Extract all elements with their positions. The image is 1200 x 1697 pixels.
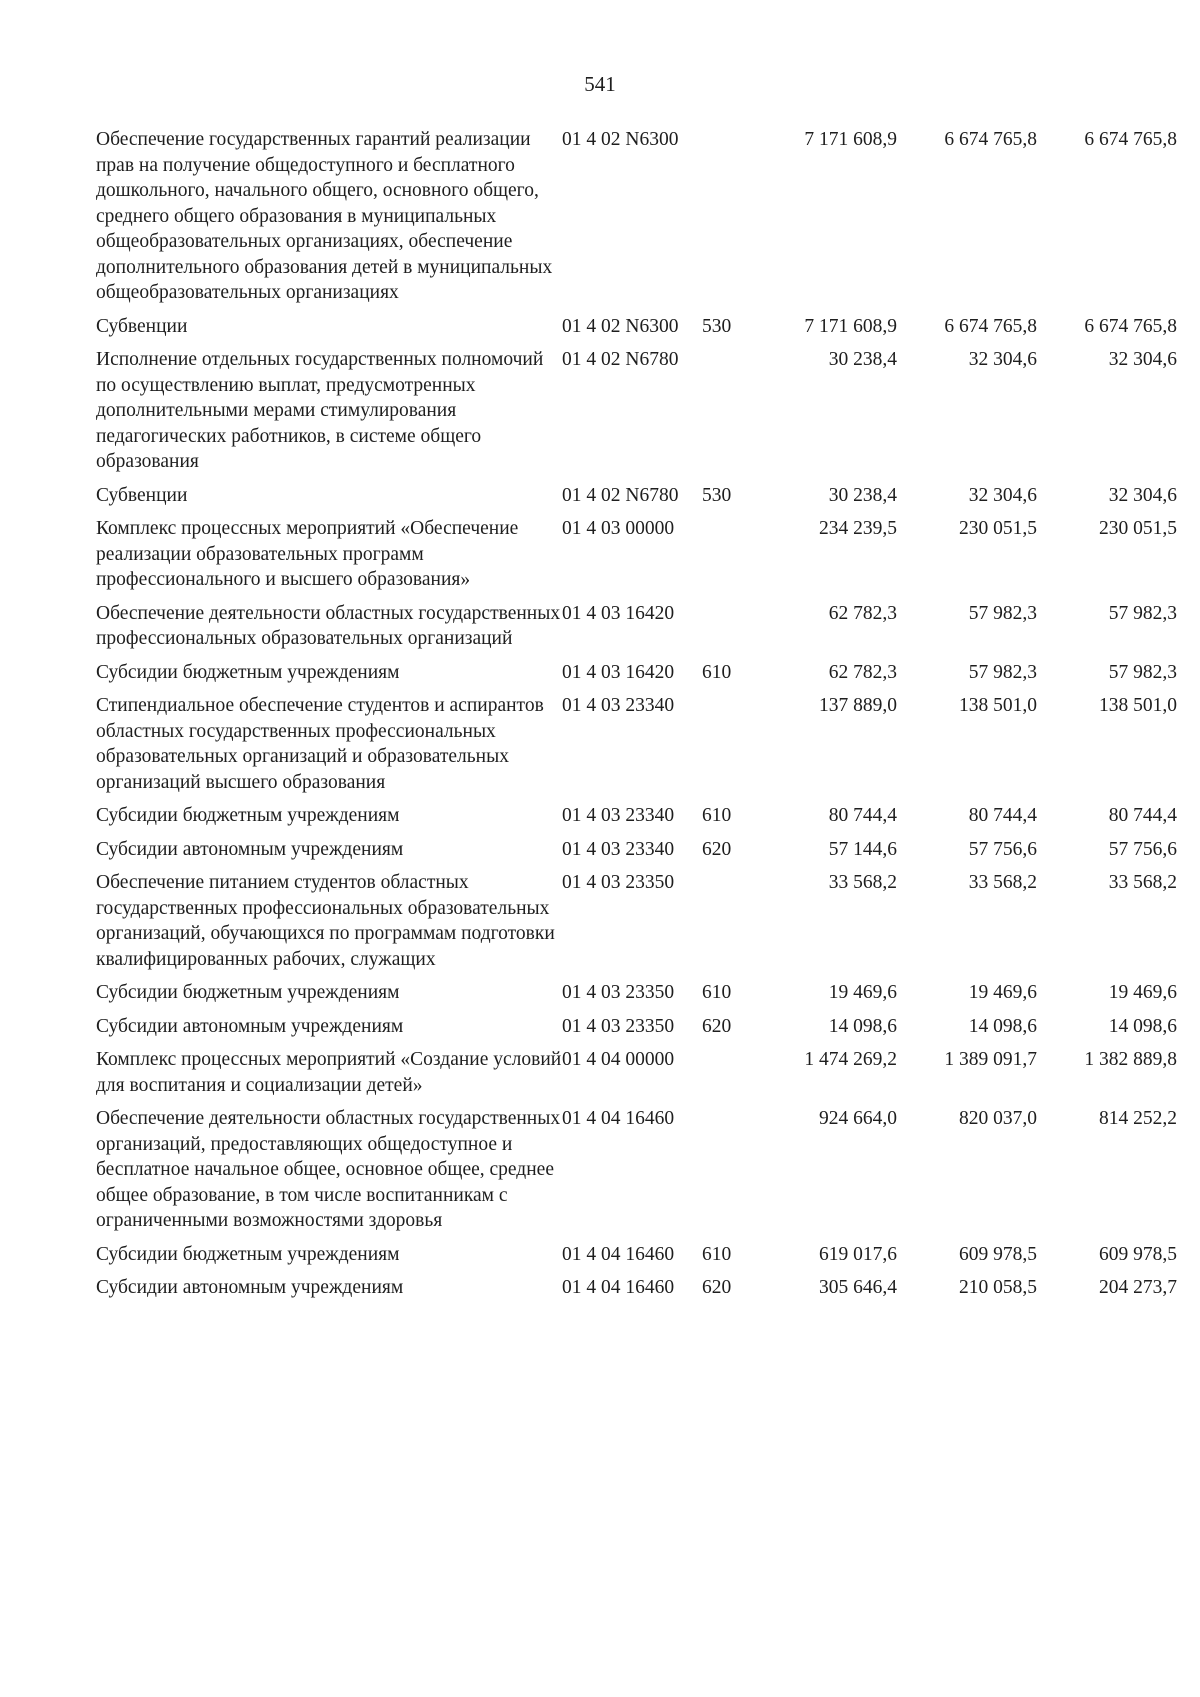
amount-year-2: 609 978,5 (959, 1243, 1037, 1265)
row-name: Субсидии бюджетным учреждениям (96, 1243, 400, 1265)
target-article-code: 01 4 02 N6780 (562, 349, 679, 370)
table-row (96, 870, 1177, 980)
amount-year-2: 57 982,3 (968, 661, 1037, 683)
expense-type-code: 610 (702, 982, 732, 1003)
amount-year-2: 32 304,6 (968, 484, 1037, 506)
row-name: Обеспечение государственных гарантий реализации прав на получение общедоступного и бесплатного дошкольного, начального общего, основного общего, среднего общего образования в муниципальных общеобразовательных организациях, обеспечение дополнительного образования детей в муниципальных общеобразовательных организациях (96, 129, 553, 303)
row-name: Субсидии бюджетным учреждениям (96, 805, 400, 826)
amount-year-2: 80 744,4 (968, 805, 1037, 826)
row-name: Исполнение отдельных государственных полномочий по осуществлению выплат, предусмотренных дополнительными мерами стимулирования педагогических работников, в системе общего образования (96, 349, 544, 472)
amount-year-1: 30 238,4 (828, 484, 897, 506)
amount-year-1: 305 646,4 (819, 1277, 897, 1298)
expense-type-code: 610 (702, 1243, 732, 1265)
budget-table-body (96, 127, 1177, 1309)
amount-year-1: 19 469,6 (828, 982, 897, 1003)
table-row (96, 980, 1177, 1014)
row-name: Обеспечение питанием студентов областных государственных профессиональных образовательных организаций, обучающихся по программам подготовки квалифицированных рабочих, служащих (96, 872, 555, 970)
amount-year-1: 7 171 608,9 (804, 129, 897, 150)
amount-year-3: 609 978,5 (1099, 1243, 1177, 1265)
table-row (96, 483, 1177, 517)
table-row (96, 660, 1177, 694)
amount-year-1: 137 889,0 (819, 695, 897, 716)
amount-year-1: 33 568,2 (828, 872, 897, 893)
amount-year-2: 6 674 765,8 (944, 129, 1037, 150)
amount-year-1: 57 144,6 (828, 838, 897, 860)
expense-type-code (702, 347, 757, 483)
amount-year-1: 1 474 269,2 (804, 1049, 897, 1070)
target-article-code: 01 4 04 00000 (562, 1049, 675, 1070)
row-name: Стипендиальное обеспечение студентов и аспирантов областных государственных профессиональных образовательных организаций и образовательных организаций высшего образования (96, 695, 544, 793)
amount-year-2: 820 037,0 (959, 1108, 1037, 1129)
amount-year-2: 6 674 765,8 (944, 315, 1037, 337)
amount-year-3: 19 469,6 (1108, 982, 1177, 1003)
target-article-code: 01 4 02 N6300 (562, 129, 679, 150)
table-row (96, 1047, 1177, 1106)
amount-year-1: 7 171 608,9 (804, 315, 897, 337)
expense-type-code: 610 (702, 661, 732, 683)
target-article-code: 01 4 03 16420 (562, 661, 675, 683)
row-name: Обеспечение деятельности областных государственных профессиональных образовательных организаций (96, 602, 561, 649)
amount-year-1: 62 782,3 (828, 661, 897, 683)
expense-type-code: 620 (702, 1015, 732, 1037)
amount-year-2: 1 389 091,7 (944, 1049, 1037, 1070)
amount-year-3: 32 304,6 (1108, 484, 1177, 506)
table-row (96, 837, 1177, 871)
target-article-code: 01 4 04 16460 (562, 1108, 675, 1129)
amount-year-3: 814 252,2 (1099, 1108, 1177, 1129)
target-article-code: 01 4 04 16460 (562, 1277, 675, 1298)
table-row (96, 1106, 1177, 1242)
table-row (96, 803, 1177, 837)
amount-year-2: 210 058,5 (959, 1277, 1037, 1298)
amount-year-3: 57 982,3 (1108, 602, 1177, 624)
amount-year-2: 230 051,5 (959, 518, 1037, 539)
row-name: Комплекс процессных мероприятий «Создание условий для воспитания и социализации детей» (96, 1049, 562, 1096)
target-article-code: 01 4 03 16420 (562, 602, 675, 624)
table-row (96, 1275, 1177, 1309)
amount-year-1: 924 664,0 (819, 1108, 897, 1129)
amount-year-2: 138 501,0 (959, 695, 1037, 716)
target-article-code: 01 4 04 16460 (562, 1243, 675, 1265)
amount-year-2: 14 098,6 (968, 1015, 1037, 1037)
amount-year-3: 80 744,4 (1108, 805, 1177, 826)
table-row (96, 516, 1177, 601)
expense-type-code (702, 1106, 757, 1242)
amount-year-1: 30 238,4 (828, 349, 897, 370)
table-row (96, 314, 1177, 348)
expense-type-code: 530 (702, 484, 732, 506)
expense-type-code: 620 (702, 838, 732, 860)
amount-year-3: 6 674 765,8 (1084, 129, 1177, 150)
table-row (96, 1242, 1177, 1276)
row-name: Субсидии автономным учреждениям (96, 838, 404, 860)
expense-type-code: 610 (702, 805, 732, 826)
row-name: Комплекс процессных мероприятий «Обеспечение реализации образовательных программ профессионального и высшего образования» (96, 518, 519, 590)
amount-year-2: 33 568,2 (968, 872, 1037, 893)
amount-year-1: 14 098,6 (828, 1015, 897, 1037)
expense-type-code (702, 870, 757, 980)
expense-type-code (702, 127, 757, 314)
target-article-code: 01 4 02 N6780 (562, 484, 679, 506)
expense-type-code (702, 516, 757, 601)
amount-year-3: 14 098,6 (1108, 1015, 1177, 1037)
expense-type-code: 620 (702, 1277, 732, 1298)
expense-type-code (702, 693, 757, 803)
target-article-code: 01 4 03 23350 (562, 872, 675, 893)
amount-year-3: 230 051,5 (1099, 518, 1177, 539)
amount-year-3: 57 982,3 (1108, 661, 1177, 683)
amount-year-1: 234 239,5 (819, 518, 897, 539)
amount-year-1: 80 744,4 (828, 805, 897, 826)
row-name: Субсидии бюджетным учреждениям (96, 982, 400, 1003)
table-row (96, 601, 1177, 660)
target-article-code: 01 4 03 23340 (562, 695, 675, 716)
table-row (96, 127, 1177, 314)
target-article-code: 01 4 03 23340 (562, 805, 675, 826)
row-name: Обеспечение деятельности областных государственных организаций, предоставляющих общедоступное и бесплатное начальное общее, основное общее, среднее общее образование, в том числе воспитанникам с ограниченными возможностями здоровья (96, 1108, 561, 1231)
amount-year-3: 204 273,7 (1099, 1277, 1177, 1298)
amount-year-1: 62 782,3 (828, 602, 897, 624)
amount-year-2: 57 756,6 (968, 838, 1037, 860)
amount-year-3: 6 674 765,8 (1084, 315, 1177, 337)
amount-year-3: 32 304,6 (1108, 349, 1177, 370)
row-name: Субвенции (96, 484, 188, 506)
expense-type-code (702, 601, 757, 660)
row-name: Субсидии бюджетным учреждениям (96, 661, 400, 683)
target-article-code: 01 4 02 N6300 (562, 315, 679, 337)
target-article-code: 01 4 03 23350 (562, 982, 675, 1003)
row-name: Субвенции (96, 315, 188, 337)
amount-year-1: 619 017,6 (819, 1243, 897, 1265)
amount-year-3: 138 501,0 (1099, 695, 1177, 716)
amount-year-3: 57 756,6 (1108, 838, 1177, 860)
target-article-code: 01 4 03 23340 (562, 838, 675, 860)
expense-type-code (702, 1047, 757, 1106)
amount-year-2: 19 469,6 (968, 982, 1037, 1003)
target-article-code: 01 4 03 00000 (562, 518, 675, 539)
table-row (96, 693, 1177, 803)
budget-table (96, 127, 1177, 1309)
table-row (96, 347, 1177, 483)
target-article-code: 01 4 03 23350 (562, 1015, 675, 1037)
row-name: Субсидии автономным учреждениям (96, 1277, 404, 1298)
expense-type-code: 530 (702, 315, 732, 337)
page-number: 541 (584, 72, 616, 96)
amount-year-2: 57 982,3 (968, 602, 1037, 624)
amount-year-2: 32 304,6 (968, 349, 1037, 370)
amount-year-3: 33 568,2 (1108, 872, 1177, 893)
table-row (96, 1014, 1177, 1048)
row-name: Субсидии автономным учреждениям (96, 1015, 404, 1037)
amount-year-3: 1 382 889,8 (1084, 1049, 1177, 1070)
